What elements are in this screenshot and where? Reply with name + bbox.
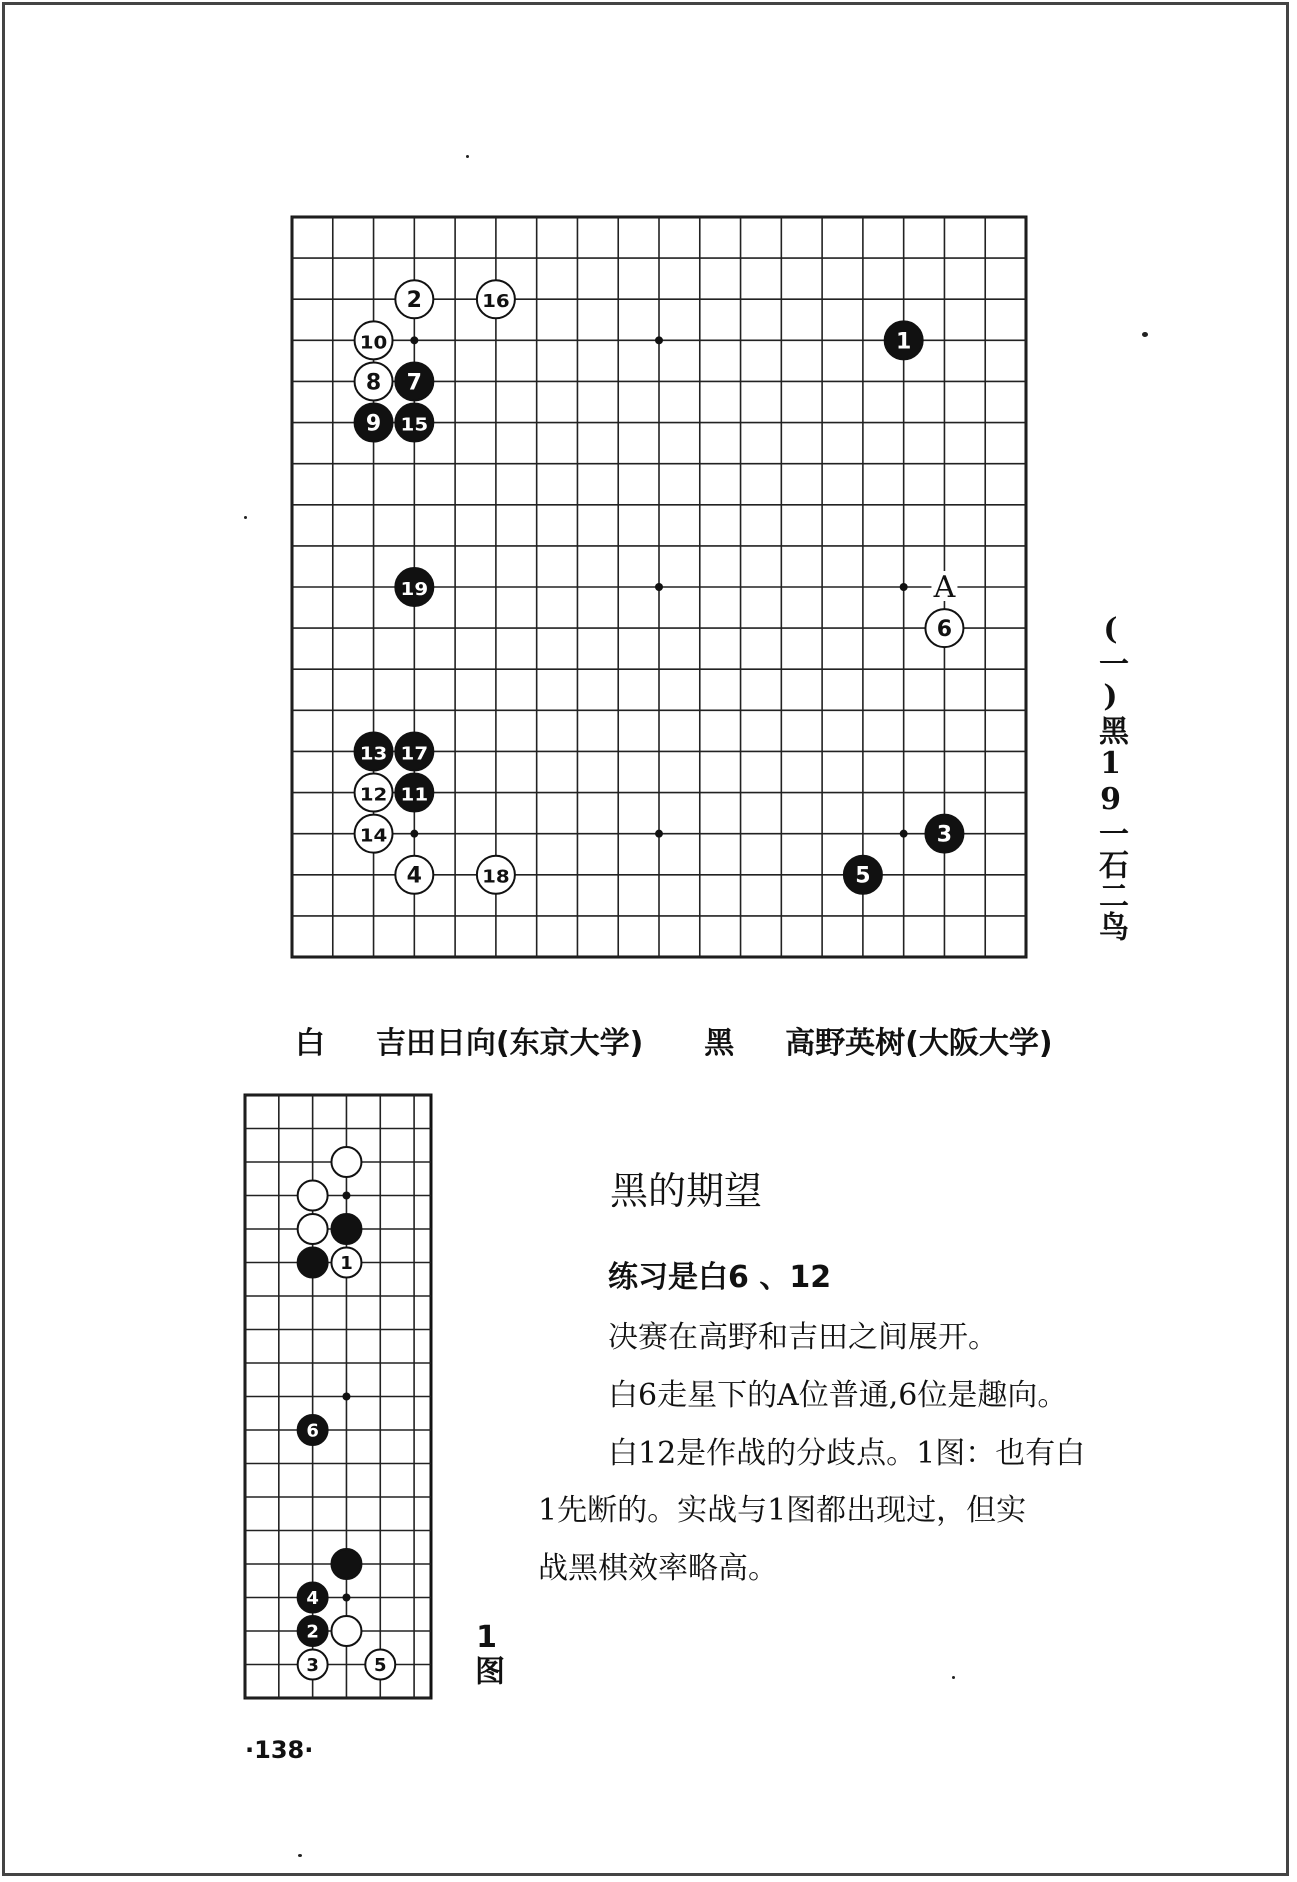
white-stone	[365, 1650, 395, 1680]
stone-move-number: 16	[482, 291, 510, 313]
stone-move-number: 1	[896, 329, 912, 355]
text-line-5: 战黑棋效率略高。	[538, 1551, 778, 1586]
text-line-2: 白6走星下的A位普通,6位是趣向。	[608, 1378, 1068, 1413]
stone-move-number: 11	[400, 784, 429, 806]
white-stone	[355, 321, 393, 359]
black-stone	[298, 1616, 328, 1646]
stone-move-number: 3	[936, 822, 953, 848]
main-board-star-point	[655, 583, 663, 591]
diagram1-star-point	[342, 1192, 350, 1200]
white-stone	[298, 1214, 328, 1244]
page-number: ·138·	[245, 1736, 314, 1764]
white-stone	[355, 774, 393, 812]
stone-move-number: 2	[306, 1621, 319, 1643]
white-stone	[331, 1248, 361, 1278]
scan-speck	[244, 516, 247, 519]
diagram1-star-point	[342, 1393, 350, 1401]
white-stone	[331, 1147, 361, 1177]
diagram1-grid	[245, 1095, 431, 1698]
stone-move-number: 9	[365, 411, 382, 437]
scan-speck	[1142, 332, 1148, 337]
stone-move-number: 19	[400, 578, 429, 600]
stone-move-number: 1	[340, 1252, 353, 1274]
black-stone	[844, 856, 882, 894]
section-heading: 黑的期望	[610, 1169, 763, 1213]
scan-speck	[466, 155, 469, 158]
black-stone	[925, 815, 963, 853]
white-player-name: 吉田日向(东京大学)	[375, 1026, 644, 1061]
white-stone	[331, 1616, 361, 1646]
black-stone	[331, 1214, 361, 1244]
main-board-star-point	[410, 336, 418, 344]
white-stone	[477, 856, 515, 894]
main-board-star-point	[900, 583, 908, 591]
stone-move-number: 2	[406, 288, 422, 314]
stone-move-number: 6	[936, 617, 953, 643]
white-stone	[298, 1650, 328, 1680]
black-stone	[355, 732, 393, 770]
scan-speck	[952, 1676, 955, 1679]
board-mark-label: A	[933, 570, 956, 605]
text-line-3: 白12是作战的分歧点。1图：也有白	[608, 1436, 1086, 1471]
stone-move-number: 17	[400, 743, 429, 765]
section-subheading: 练习是白6 、12	[608, 1260, 832, 1295]
stone-move-number: 7	[406, 370, 422, 396]
white-stone	[298, 1181, 328, 1211]
stone-move-number: 14	[359, 825, 388, 847]
black-player-tag: 黑	[704, 1026, 735, 1061]
stone-move-number: 5	[374, 1654, 387, 1676]
black-stone	[395, 774, 433, 812]
players-line	[295, 1018, 1175, 1068]
black-stone	[885, 321, 923, 359]
white-stone	[395, 280, 433, 318]
diagram1-go-board	[243, 1093, 433, 1700]
stone-move-number: 8	[365, 370, 382, 396]
text-line-4: 1先断的。实战与1图都出现过，但实	[538, 1493, 1027, 1528]
stone-move-number: 13	[359, 743, 388, 765]
white-stone	[355, 815, 393, 853]
text-line-1: 决赛在高野和吉田之间展开。	[608, 1320, 998, 1355]
black-stone	[395, 732, 433, 770]
black-stone	[395, 362, 433, 400]
black-stone	[331, 1549, 361, 1579]
stone-move-number: 15	[400, 414, 429, 436]
main-board-star-point	[900, 830, 908, 838]
white-stone	[355, 362, 393, 400]
diagram1-caption: 1图	[469, 1620, 504, 1685]
stone-move-number: 10	[359, 332, 388, 354]
black-stone	[355, 404, 393, 442]
diagram1-star-point	[342, 1594, 350, 1602]
black-stone	[298, 1415, 328, 1445]
black-stone	[395, 404, 433, 442]
white-stone	[395, 856, 433, 894]
stone-move-number: 12	[359, 784, 388, 806]
stone-move-number: 3	[306, 1654, 319, 1676]
main-go-board	[290, 215, 1030, 960]
main-board-star-point	[410, 830, 418, 838]
stone-move-number: 4	[406, 863, 422, 889]
white-stone	[477, 280, 515, 318]
black-stone	[298, 1248, 328, 1278]
black-stone	[395, 568, 433, 606]
main-board-star-point	[655, 830, 663, 838]
main-board-star-point	[655, 336, 663, 344]
board-title: (一)黑19一石二鸟	[1093, 612, 1128, 942]
scan-speck	[298, 1854, 302, 1857]
white-player-tag: 白	[295, 1026, 325, 1061]
black-stone	[298, 1583, 328, 1613]
stone-move-number: 18	[482, 866, 510, 888]
white-stone	[925, 609, 963, 647]
stone-move-number: 4	[306, 1587, 319, 1609]
stone-move-number: 5	[855, 863, 871, 889]
main-board-marks	[931, 570, 957, 605]
black-player-name: 高野英树(大阪大学)	[785, 1026, 1053, 1061]
stone-move-number: 6	[306, 1420, 319, 1442]
